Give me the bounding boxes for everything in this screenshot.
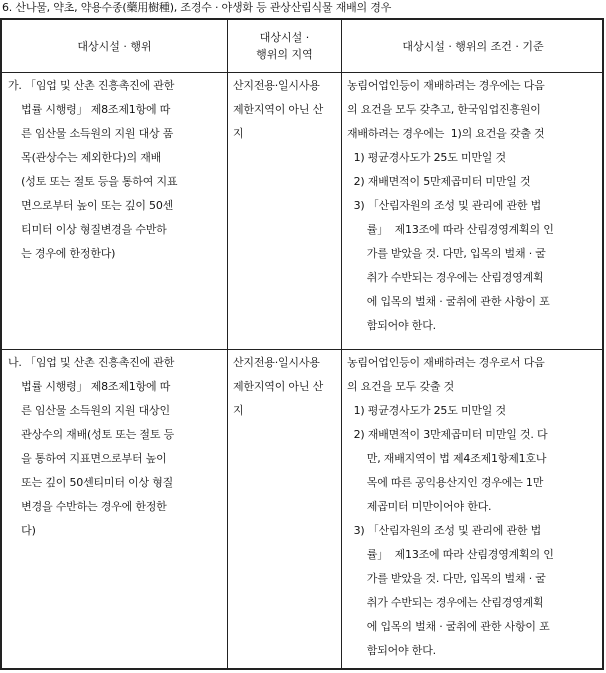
regulation-table <box>0 18 604 670</box>
row1-conditions: 농림어업인등이 재배하려는 경우에는 다음 의 요건을 모두 갖추고, 한국임업진흥원이 재배하려는 경우에는 1)의 요건을 갖출 것 1) 평균경사도가 25도 미만일 것 2) 재배면적이 5만제곱미터 미만일 것 3) 「산림자원의 조성 및 관리에 관한 법 률」 제13조에 따라 산림경영계획의 인 가를 받았을 것. 다만, 입목의 벌채 · 굴 취가 수반되는 경우에는 산림경영계획 에 입목의 벌채 · 굴취에 관한 사항이 포 함되어야 한다. <box>347 79 554 332</box>
header-conditions: 대상시설 · 행위의 조건 · 기준 <box>402 39 544 53</box>
row1-facility: 가. 「임업 및 산촌 진흥촉진에 관한 법률 시행령」 제8조제1항에 따 른 임산물 소득원의 지원 대상 품 목(관상수는 제외한다)의 재배 (성토 또는 절토 등을 통하여 지표 면으로부터 높이 또는 깊이 50센 티미터 이상 형질변경을 수반하 는 경우에 한정한다) <box>8 79 178 260</box>
column-divider <box>341 20 342 668</box>
section-title: 6. 산나물, 약초, 약용수종(藥用樹種), 조경수 · 야생화 등 관상산림식물 재배의 경우 <box>2 1 392 14</box>
row1-region: 산지전용·일시사용 제한지역이 아닌 산 지 <box>233 79 324 140</box>
header-divider <box>2 72 602 73</box>
row-divider <box>2 349 602 350</box>
row2-conditions: 농림어업인등이 재배하려는 경우로서 다음 의 요건을 모두 갖출 것 1) 평균경사도가 25도 미만일 것 2) 재배면적이 3만제곱미터 미만일 것. 다 만, 재배지역이 법 제4조제1항제1호나 목에 따른 공익용산지인 경우에는 1만 제곱미터 미만이어야 한다. 3) 「산림자원의 조성 및 관리에 관한 법 률」 제13조에 따라 산림경영계획의 인 가를 받았을 것. 다만, 입목의 벌채 · 굴 취가 수반되는 경우에는 산림경영계획 에 입목의 벌채 · 굴취에 관한 사항이 포 함되어야 한다. <box>347 356 554 657</box>
row2-facility: 나. 「임업 및 산촌 진흥촉진에 관한 법률 시행령」 제8조제1항에 따 른 임산물 소득원의 지원 대상인 관상수의 재배(성토 또는 절토 등 을 통하여 지표면으로부터 높이 또는 깊이 50센티미터 이상 형질 변경을 수반하는 경우에 한정한 다) <box>8 356 175 537</box>
header-region-line1: 대상시설 · <box>259 31 310 44</box>
header-facility: 대상시설 · 행위 <box>77 39 152 53</box>
header-region <box>228 20 341 72</box>
row2-region: 산지전용·일시사용 제한지역이 아닌 산 지 <box>233 356 324 417</box>
header-region-line2: 행위의 지역 <box>256 48 313 61</box>
column-divider <box>227 20 228 668</box>
